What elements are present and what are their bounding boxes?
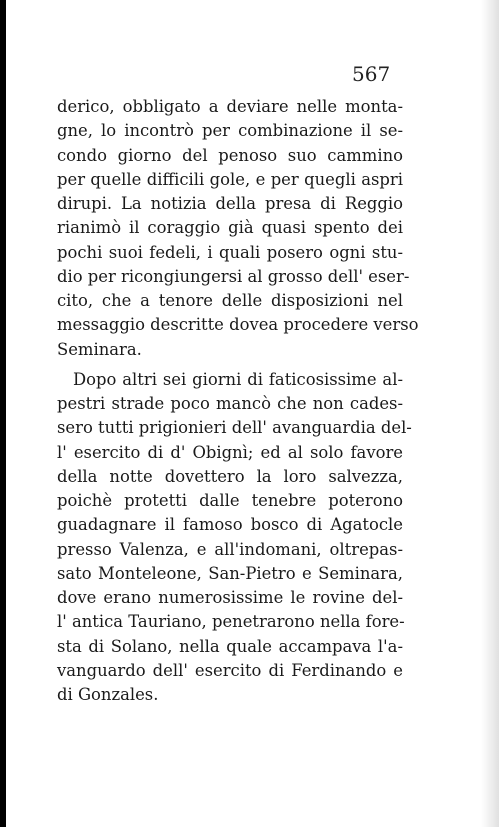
text-line: dio per ricongiungersi al grosso dell' eser- bbox=[57, 266, 410, 286]
text-line: presso Valenza, e all'indomani, oltrepas- bbox=[57, 539, 403, 559]
text-line: Seminara. bbox=[57, 339, 142, 359]
text-line: dirupi. La notizia della presa di Reggio bbox=[57, 194, 403, 213]
text-line: pestri strade poco mancò che non cades- bbox=[57, 394, 403, 413]
text-line: rianimò il coraggio già quasi spento dei bbox=[57, 218, 403, 238]
text-line: l' esercito di d' Obignì; ed al solo favore bbox=[57, 442, 403, 462]
text-line: sta di Solano, nella quale accampava l'a- bbox=[57, 636, 403, 656]
text-line: cito, che a tenore delle disposizioni nel bbox=[57, 291, 403, 310]
text-line: sato Monteleone, San-Pietro e Seminara, bbox=[57, 563, 403, 583]
text-line: dove erano numerosissime le rovine del- bbox=[57, 588, 403, 607]
text-line: derico, obbligato a deviare nelle monta- bbox=[57, 97, 403, 116]
page-binding-edge bbox=[0, 0, 6, 827]
paragraph-1 bbox=[57, 95, 419, 362]
text-line: di Gonzales. bbox=[57, 685, 159, 704]
paragraph-2 bbox=[57, 368, 412, 708]
text-line: della notte dovettero la loro salvezza, bbox=[57, 466, 403, 486]
text-line: guadagnare il famoso bosco di Agatocle bbox=[57, 515, 403, 535]
text-line: condo giorno del penoso suo cammino bbox=[57, 145, 403, 165]
text-line: gne, lo incontrò per combinazione il se- bbox=[57, 121, 403, 141]
page-shadow bbox=[481, 0, 499, 827]
text-line: poichè protetti dalle tenebre poterono bbox=[57, 491, 403, 510]
text-line: per quelle difficili gole, e per quegli aspri bbox=[57, 169, 403, 189]
text-line: l' antica Tauriano, penetrarono nella fore- bbox=[57, 612, 405, 632]
text-line: vanguardo dell' esercito di Ferdinando e bbox=[57, 660, 403, 680]
text-line: messaggio descritte dovea procedere verso bbox=[57, 315, 419, 335]
text-line: sero tutti prigionieri dell' avanguardia del- bbox=[57, 418, 412, 438]
text-line: pochi suoi fedeli, i quali posero ogni stu- bbox=[57, 242, 403, 262]
text-line: Dopo altri sei giorni di faticosissime al- bbox=[73, 369, 403, 389]
body-text bbox=[57, 95, 419, 707]
page-number: 567 bbox=[352, 62, 391, 86]
